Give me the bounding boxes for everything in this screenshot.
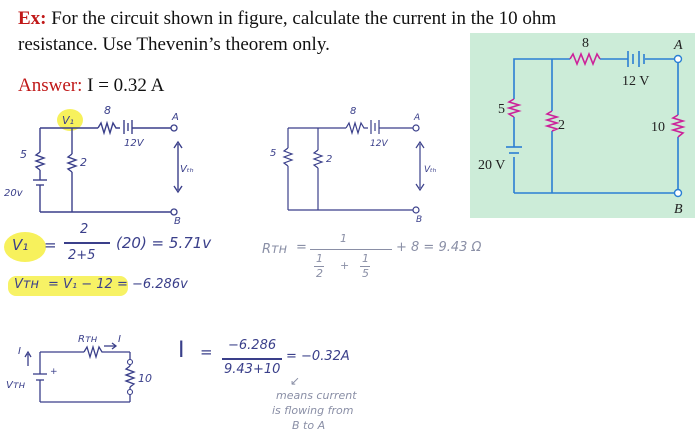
equiv-plus: + bbox=[50, 367, 58, 377]
rth-den-a-num: 1 bbox=[316, 252, 323, 265]
label-source-20v: 20 V bbox=[478, 158, 506, 173]
note-line-1: means current bbox=[276, 389, 357, 402]
current-denominator: 9.43+10 bbox=[224, 362, 281, 377]
note-line-3: B to A bbox=[292, 419, 326, 432]
v1-result: (20) = 5.71v bbox=[116, 234, 212, 252]
sketch1-r2: 2 bbox=[80, 156, 87, 169]
note-line-2: is flowing from bbox=[272, 404, 354, 417]
example-label: Ex: bbox=[18, 8, 47, 29]
label-r5: 5 bbox=[498, 102, 505, 117]
question-line-2 bbox=[18, 34, 330, 56]
arrow-to-note: ↙ bbox=[290, 374, 301, 388]
question-text-2: resistance. Use Thevenin’s theorem only. bbox=[18, 34, 330, 55]
v1-numerator: 2 bbox=[80, 222, 89, 237]
hand-sketch-2 bbox=[258, 100, 448, 225]
sketch2-r8: 8 bbox=[350, 106, 357, 117]
v1-label: V₁ bbox=[12, 236, 29, 254]
rth-den-a-den: 2 bbox=[316, 267, 323, 280]
rth-fraction-bar bbox=[310, 249, 392, 250]
current-fraction-bar bbox=[222, 358, 282, 360]
rth-den-b-num: 1 bbox=[362, 252, 369, 265]
sketch1-12v: 12V bbox=[124, 138, 144, 149]
sketch2-12v: 12V bbox=[370, 139, 388, 149]
sketch2-r2: 2 bbox=[326, 154, 333, 165]
v1-fraction-bar bbox=[64, 242, 110, 244]
equiv-i-top: I bbox=[118, 334, 121, 345]
sketch2-vth: Vₜₕ bbox=[424, 165, 437, 175]
circuit-figure bbox=[470, 33, 695, 218]
sketch2-b: B bbox=[416, 215, 423, 225]
label-r2: 2 bbox=[558, 118, 565, 133]
sketch1-r5: 5 bbox=[20, 148, 27, 161]
rth-numerator: 1 bbox=[340, 232, 347, 245]
equiv-rth: Rᴛʜ bbox=[78, 334, 98, 345]
answer-line bbox=[18, 75, 164, 97]
sketch1-20v: 20v bbox=[4, 188, 23, 199]
sketch1-a: A bbox=[172, 112, 179, 123]
rth-den-plus: + bbox=[340, 259, 350, 272]
v1-denominator: 2+5 bbox=[68, 248, 96, 263]
sketch1-b: B bbox=[174, 216, 181, 225]
current-result: = −0.32A bbox=[286, 349, 350, 364]
sketch2-r5: 5 bbox=[270, 148, 277, 159]
current-numerator: −6.286 bbox=[228, 338, 277, 353]
rth-label: Rᴛʜ bbox=[262, 242, 288, 257]
label-battery: 12 V bbox=[622, 74, 650, 89]
equiv-vth: Vᴛʜ bbox=[6, 380, 26, 391]
label-r10: 10 bbox=[651, 120, 665, 135]
answer-value: I = 0.32 A bbox=[87, 75, 165, 96]
rth-den-b-den: 5 bbox=[362, 267, 369, 280]
question-text-1: For the circuit shown in figure, calculate the current in the 10 ohm bbox=[51, 8, 557, 29]
equiv-r10: 10 bbox=[138, 372, 152, 385]
terminal-a bbox=[675, 56, 682, 63]
vth-label: Vᴛʜ bbox=[14, 277, 39, 292]
sketch2-a: A bbox=[414, 113, 421, 123]
rth-equals: = bbox=[296, 240, 307, 255]
sketch1-vth: Vₜₕ bbox=[180, 164, 194, 175]
hand-sketch-1 bbox=[0, 100, 200, 225]
label-node-b: B bbox=[674, 202, 683, 217]
v1-equals: = bbox=[44, 236, 57, 254]
vth-equation: = V₁ − 12 = −6.286v bbox=[48, 277, 188, 292]
rth-result: + 8 = 9.43 Ω bbox=[396, 240, 482, 255]
sketch1-v1: V₁ bbox=[62, 114, 74, 127]
equiv-i-left: I bbox=[18, 346, 21, 357]
sketch1-r8: 8 bbox=[104, 104, 111, 117]
current-equals: = bbox=[200, 343, 213, 361]
current-i-label: I bbox=[178, 338, 185, 363]
answer-label: Answer: bbox=[18, 75, 83, 96]
terminal-b bbox=[675, 190, 682, 197]
thevenin-equivalent-sketch bbox=[0, 330, 160, 410]
label-node-a: A bbox=[674, 38, 683, 53]
question-line-1 bbox=[18, 8, 556, 30]
label-r8: 8 bbox=[582, 36, 589, 51]
